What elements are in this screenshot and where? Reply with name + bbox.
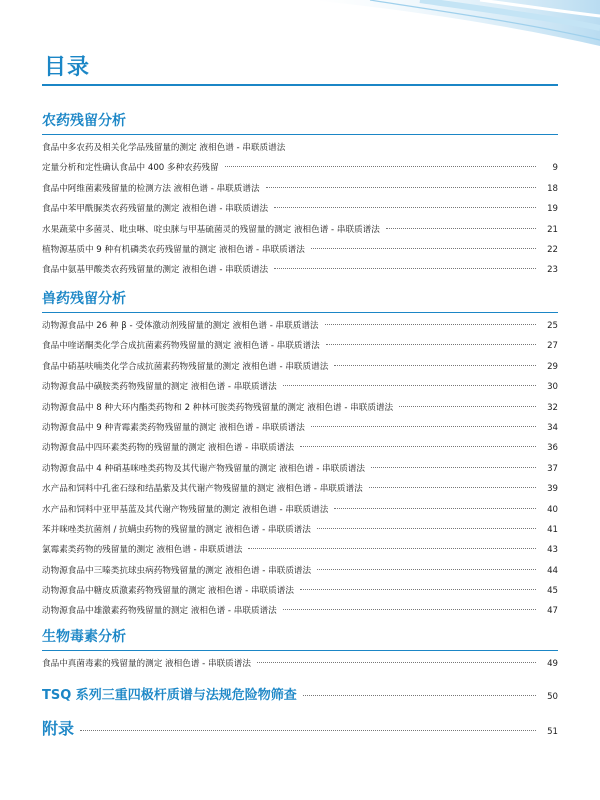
- entry-title: 动物源食品中雄激素药物残留量的测定 液相色谱 - 串联质谱法: [42, 606, 277, 617]
- entry-page: 9: [552, 163, 558, 174]
- leader-dots: [274, 268, 536, 269]
- toc-entry[interactable]: [42, 240, 558, 260]
- section-pesticide: [42, 110, 558, 281]
- entry-title: 动物源食品中 9 种青霉素类药物残留量的测定 液相色谱 - 串联质谱法: [42, 422, 305, 433]
- leader-dots: [399, 406, 536, 407]
- toc-entry[interactable]: [42, 561, 558, 581]
- leader-dots: [326, 344, 536, 345]
- toc-entry[interactable]: [42, 418, 558, 438]
- toc-entry[interactable]: [42, 179, 558, 199]
- toc-entry[interactable]: [42, 654, 558, 674]
- entry-title: 动物源食品中 26 种 β - 受体激动剂残留量的测定 液相色谱 - 串联质谱法: [42, 321, 319, 331]
- leader-dots: [325, 324, 536, 325]
- entry-page: 21: [547, 224, 558, 235]
- section-divider: [42, 650, 558, 651]
- section-heading: 兽药残留分析: [42, 291, 126, 307]
- entry-page: 18: [547, 183, 558, 194]
- section-divider: [42, 134, 558, 135]
- toc-entry[interactable]: [42, 357, 558, 377]
- leader-dots: [386, 228, 536, 229]
- leader-dots: [257, 662, 536, 663]
- leader-dots: [274, 207, 536, 208]
- leader-dots: [311, 426, 536, 427]
- entry-title: 水产品和饲料中亚甲基蓝及其代谢产物残留量的测定 液相色谱 - 串联质谱法: [42, 504, 329, 515]
- entry-title: 食品中多农药及相关化学品残留量的测定 液相色谱 - 串联质谱法: [42, 143, 286, 153]
- entry-title: 水果蔬菜中多菌灵、吡虫啉、啶虫脒与甲基硫菌灵的残留量的测定 液相色谱 - 串联质谱法: [42, 224, 380, 235]
- entry-page: 34: [547, 422, 558, 433]
- leader-dots: [311, 248, 536, 249]
- title-divider: [42, 84, 558, 86]
- appendix-page: 51: [547, 727, 558, 737]
- leader-dots: [225, 166, 536, 167]
- entry-page: 40: [547, 504, 558, 515]
- leader-dots: [248, 548, 536, 549]
- entry-page: 44: [547, 565, 558, 576]
- page-title: 目录: [44, 55, 91, 80]
- leader-dots: [283, 609, 536, 610]
- entry-title: 苯并咪唑类抗菌剂 / 抗螨虫药物的残留量的测定 液相色谱 - 串联质谱法: [42, 524, 311, 535]
- entry-title: 食品中苯甲酰脲类农药残留量的测定 液相色谱 - 串联质谱法: [42, 204, 269, 215]
- entry-title: 水产品和饲料中孔雀石绿和结晶紫及其代谢产物残留量的测定 液相色谱 - 串联质谱法: [42, 484, 363, 495]
- entry-page: 43: [547, 545, 558, 556]
- entry-title: 动物源食品中磺胺类药物残留量的测定 液相色谱 - 串联质谱法: [42, 382, 277, 393]
- entry-title: 定量分析和定性确认食品中 400 多种农药残留: [42, 163, 219, 174]
- toc-entry[interactable]: [42, 581, 558, 601]
- toc-entry[interactable]: [42, 520, 558, 540]
- entry-title: 动物源食品中糖皮质激素药物残留量的测定 液相色谱 - 串联质谱法: [42, 586, 294, 597]
- toc-entry[interactable]: [42, 377, 558, 397]
- leader-dots: [334, 365, 536, 366]
- toc-entry[interactable]: [42, 459, 558, 479]
- entry-page: 25: [547, 321, 558, 331]
- leader-dots: [334, 508, 536, 509]
- entry-page: 19: [547, 204, 558, 215]
- tsq-title: TSQ 系列三重四极杆质谱与法规危险物筛查: [42, 688, 297, 703]
- section-heading: 农药残留分析: [42, 113, 126, 129]
- toc-entry[interactable]: [42, 316, 558, 336]
- entry-title: 食品中真菌毒素的残留量的测定 液相色谱 - 串联质谱法: [42, 659, 251, 669]
- entry-title: 氯霉素类药物的残留量的测定 液相色谱 - 串联质谱法: [42, 545, 243, 556]
- toc-entry[interactable]: [42, 438, 558, 458]
- toc-entry[interactable]: [42, 138, 558, 158]
- entry-page: 39: [547, 484, 558, 495]
- entry-page: 37: [547, 463, 558, 474]
- leader-dots: [300, 446, 536, 447]
- toc-entry[interactable]: [42, 540, 558, 560]
- leader-dots: [80, 730, 536, 731]
- entry-title: 食品中硝基呋喃类化学合成抗菌素药物残留量的测定 液相色谱 - 串联质谱法: [42, 361, 329, 372]
- entry-page: 41: [547, 524, 558, 535]
- toc-entry[interactable]: [42, 398, 558, 418]
- entry-page: 29: [547, 361, 558, 372]
- entry-page: 30: [547, 382, 558, 393]
- entry-page: 49: [547, 659, 558, 669]
- entry-page: 23: [547, 265, 558, 276]
- entry-title: 动物源食品中 8 种大环内酯类药物和 2 种林可胺类药物残留量的测定 液相色谱 - 串联质谱法: [42, 402, 394, 413]
- section-veterinary: [42, 288, 558, 622]
- leader-dots: [317, 569, 536, 570]
- toc-entry-appendix[interactable]: [42, 716, 558, 739]
- leader-dots: [283, 385, 536, 386]
- toc-entry[interactable]: [42, 158, 558, 178]
- entry-page: 36: [547, 443, 558, 454]
- entry-page: 32: [547, 402, 558, 413]
- toc-entry-tsq[interactable]: [42, 684, 558, 703]
- entry-title: 动物源食品中三嗪类抗球虫病药物残留量的测定 液相色谱 - 串联质谱法: [42, 565, 312, 576]
- entry-title: 食品中阿维菌素残留量的检测方法 液相色谱 - 串联质谱法: [42, 183, 260, 194]
- leader-dots: [266, 187, 536, 188]
- toc-entry[interactable]: [42, 601, 558, 621]
- leader-dots: [303, 695, 536, 696]
- appendix-title: 附录: [42, 719, 75, 738]
- section-divider: [42, 312, 558, 313]
- entry-title: 动物源食品中四环素类药物的残留量的测定 液相色谱 - 串联质谱法: [42, 443, 294, 454]
- toc-entry[interactable]: [42, 479, 558, 499]
- entry-page: 47: [547, 606, 558, 617]
- entry-page: 45: [547, 586, 558, 597]
- entry-title: 食品中氨基甲酸类农药残留量的测定 液相色谱 - 串联质谱法: [42, 265, 269, 276]
- section-biotoxin: [42, 626, 558, 674]
- section-heading: 生物毒素分析: [42, 629, 126, 645]
- leader-dots: [371, 467, 536, 468]
- corner-decoration: [310, 0, 600, 46]
- toc-entry[interactable]: [42, 199, 558, 219]
- entry-title: 植物源基质中 9 种有机磷类农药残留量的测定 液相色谱 - 串联质谱法: [42, 244, 305, 255]
- toc-entry[interactable]: [42, 500, 558, 520]
- toc-entry[interactable]: [42, 336, 558, 356]
- entry-title: 动物源食品中 4 种硝基咪唑类药物及其代谢产物残留量的测定 液相色谱 - 串联质谱法: [42, 463, 366, 474]
- leader-dots: [369, 487, 536, 488]
- leader-dots: [300, 589, 536, 590]
- toc-entry[interactable]: [42, 220, 558, 240]
- tsq-page: 50: [547, 692, 558, 702]
- entry-page: 27: [547, 341, 558, 352]
- toc-entry[interactable]: [42, 260, 558, 280]
- entry-title: 食品中喹诺酮类化学合成抗菌素药物残留量的测定 液相色谱 - 串联质谱法: [42, 341, 320, 352]
- entry-page: 22: [547, 244, 558, 255]
- leader-dots: [317, 528, 536, 529]
